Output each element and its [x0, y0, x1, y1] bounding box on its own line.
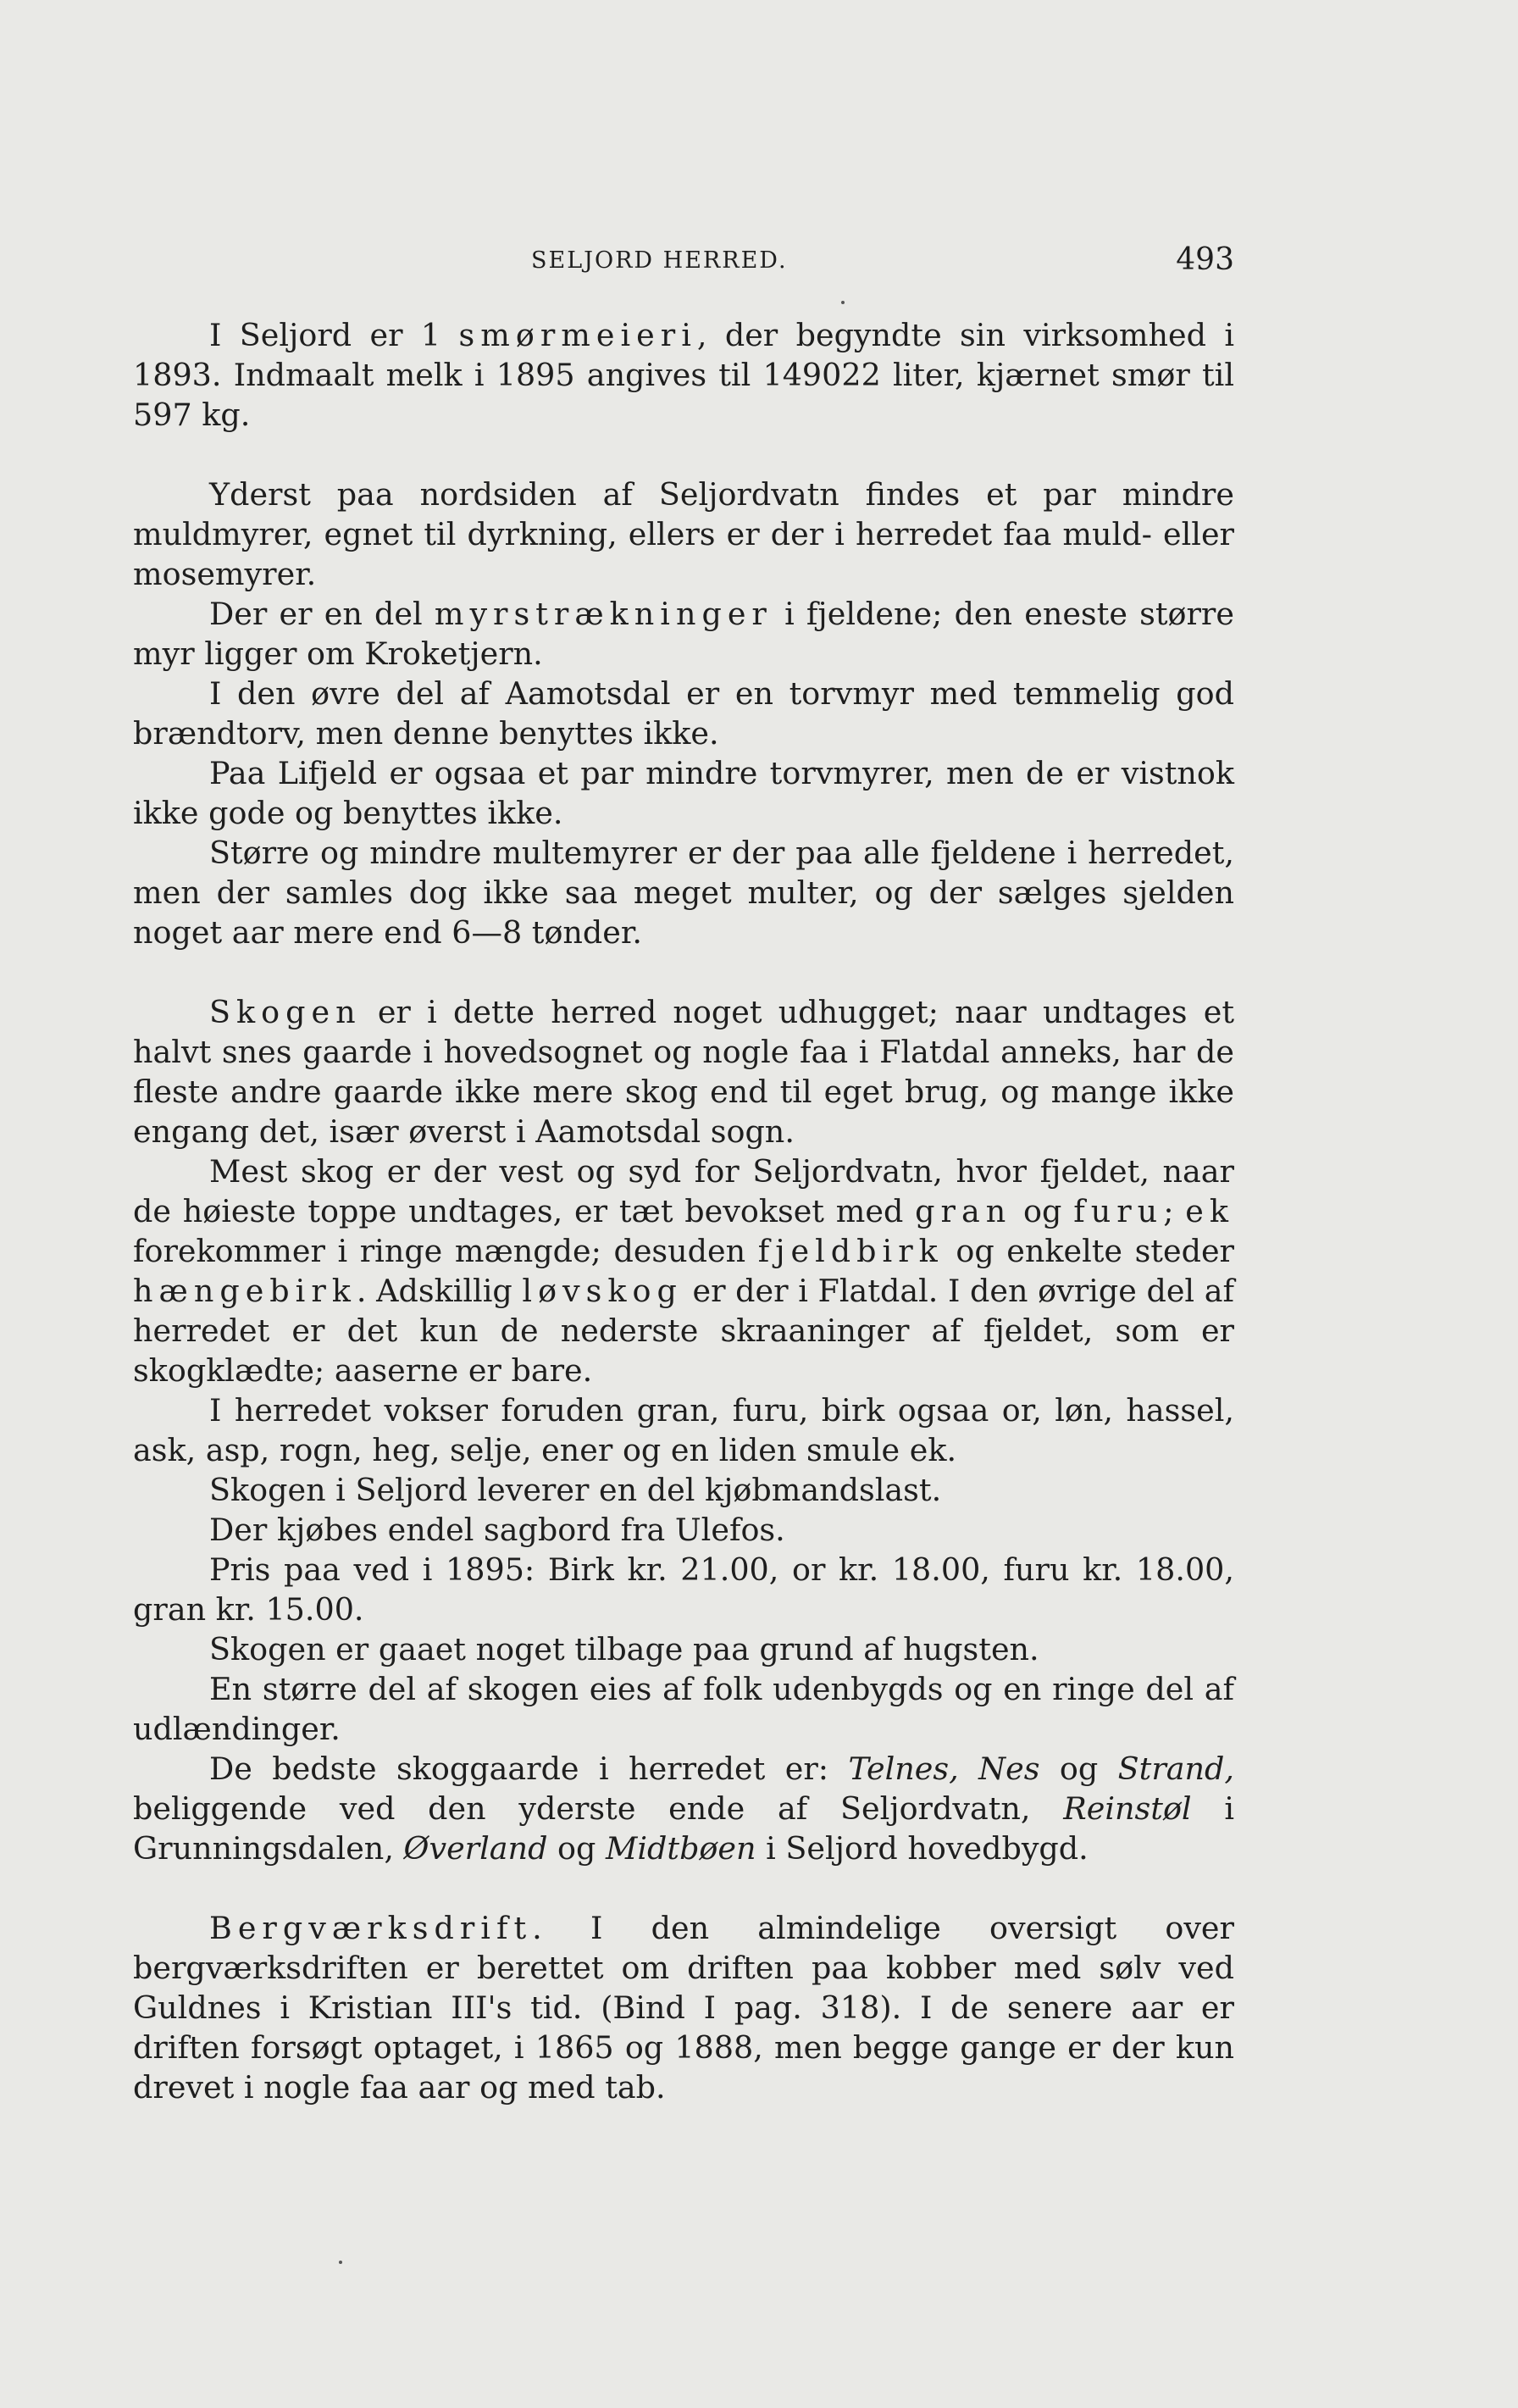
text-run: ; — [1163, 1193, 1186, 1229]
spaced-emphasis: hængebirk — [133, 1273, 357, 1309]
text-run: og — [547, 1830, 606, 1867]
running-head: SELJORD HERRED. — [531, 247, 788, 274]
text-run: og — [1011, 1193, 1074, 1229]
text-run: i fjeldene; den eneste større myr ligger om Kroketjern. — [133, 596, 1234, 672]
text-run: En større del af skogen eies af folk udenbygds og en ringe del af udlændinger. — [133, 1671, 1234, 1747]
spaced-emphasis: Skogen — [209, 994, 362, 1030]
text-run: . I den almindelige oversigt over bergværksdriften er berettet om driften paa kobber med sølv ved Guldnes i Kristian III's tid. (Bind I pag. 318). I de senere aar er driften forsøgt optaget, i 1865 og 1888, men begge gange er der kun drevet i nogle faa aar og med tab. — [133, 1910, 1234, 2106]
paragraph — [133, 474, 1234, 594]
spaced-emphasis: ek — [1185, 1193, 1235, 1229]
text-run: forekommer i ringe mængde; desuden — [133, 1233, 758, 1269]
text-run: og enkelte steder — [943, 1233, 1234, 1269]
spaced-emphasis: løvskog — [522, 1273, 683, 1309]
text-run: Større og mindre multemyrer er der paa alle fjeldene i herredet, men der samles dog ikke saa meget multer, og der sælges sjelden noget aar mere end 6—8 tønder. — [133, 835, 1234, 951]
text-run: i Seljord hovedbygd. — [756, 1830, 1089, 1867]
text-run: I Seljord er 1 — [209, 317, 459, 353]
page-header — [133, 239, 1234, 290]
spaced-emphasis: myrstrækninger — [434, 596, 773, 632]
page-number: 493 — [1176, 242, 1234, 277]
paragraph — [133, 1510, 1234, 1550]
italic-name: Telnes, — [848, 1751, 959, 1787]
paragraph — [133, 753, 1234, 833]
print-speck — [339, 2261, 342, 2264]
text-run: Der er en del — [209, 596, 435, 632]
text-run: er der i Flatdal. I den øvrige del af herredet er det kun de nederste skraaninger af fjeldet, som er skogklædte; aaserne er bare. — [133, 1273, 1234, 1389]
text-run: Pris paa ved i 1895: Birk kr. 21.00, or kr. 18.00, furu kr. 18.00, gran kr. 15.00. — [133, 1551, 1234, 1628]
paragraph — [133, 1470, 1234, 1510]
spaced-emphasis: smørmeieri — [458, 317, 697, 353]
paragraph — [133, 992, 1234, 1151]
text-run: og — [1039, 1751, 1118, 1787]
paragraph — [133, 594, 1234, 674]
italic-name: Reinstøl — [1063, 1790, 1192, 1827]
spaced-emphasis: fjeldbirk — [757, 1233, 944, 1269]
text-run: Mest skog er der vest og syd for Seljordvatn, hvor fjeldet, naar de høieste toppe undtages, er tæt bevokset med — [133, 1153, 1234, 1229]
italic-name: Midtbøen — [605, 1830, 756, 1867]
text-run — [959, 1751, 978, 1787]
text-run: . Adskillig — [356, 1273, 523, 1309]
paragraph — [133, 1390, 1234, 1470]
spaced-emphasis: gran — [915, 1193, 1012, 1229]
paragraph — [133, 674, 1234, 753]
paragraph — [133, 1629, 1234, 1669]
text-run: I herredet vokser foruden gran, furu, birk ogsaa or, løn, hassel, ask, asp, rogn, heg, selje, ener og en liden smule ek. — [133, 1392, 1234, 1468]
paragraph — [133, 1908, 1234, 2107]
italic-name: Øverland — [403, 1830, 548, 1867]
paragraph — [133, 1669, 1234, 1749]
print-speck — [841, 301, 845, 304]
text-run: i Grunningsdalen, — [133, 1790, 1235, 1867]
text-run: beliggende ved den yderste ende af Seljordvatn, — [133, 1790, 1064, 1827]
italic-name: Strand, — [1117, 1751, 1235, 1787]
paragraph — [133, 833, 1234, 952]
paragraph — [133, 1550, 1234, 1629]
text-run: Der kjøbes endel sagbord fra Ulefos. — [209, 1512, 785, 1548]
text-run: De bedste skoggaarde i herredet er: — [209, 1751, 849, 1787]
text-run: Skogen i Seljord leverer en del kjøbmandslast. — [209, 1472, 942, 1508]
spaced-emphasis: Bergværksdrift — [209, 1910, 533, 1946]
paragraph — [133, 315, 1234, 435]
body-text — [133, 315, 1234, 2107]
spaced-emphasis: furu — [1073, 1193, 1164, 1229]
text-run: I den øvre del af Aamotsdal er en torvmyr med temmelig god brændtorv, men denne benyttes ikke. — [133, 675, 1234, 752]
italic-name: Nes — [978, 1751, 1040, 1787]
text-run: Yderst paa nordsiden af Seljordvatn findes et par mindre muldmyrer, egnet til dyrkning, ellers er der i herredet faa muld- eller mosemyrer. — [133, 476, 1234, 592]
text-run: , der begyndte sin virksomhed i 1893. Indmaalt melk i 1895 angives til 149022 liter, kjærnet smør til 597 kg. — [133, 317, 1234, 433]
text-run: er i dette herred noget udhugget; naar undtages et halvt snes gaarde i hovedsognet og nogle faa i Flatdal anneks, har de fleste andre gaarde ikke mere skog end til eget brug, og mange ikke engang det, især øverst i Aamotsdal sogn. — [133, 994, 1234, 1150]
paragraph — [133, 1151, 1234, 1390]
paragraph — [133, 1749, 1234, 1868]
text-run: Paa Lifjeld er ogsaa et par mindre torvmyrer, men de er vistnok ikke gode og benyttes ikke. — [133, 755, 1234, 831]
text-run: Skogen er gaaet noget tilbage paa grund af hugsten. — [209, 1631, 1039, 1667]
